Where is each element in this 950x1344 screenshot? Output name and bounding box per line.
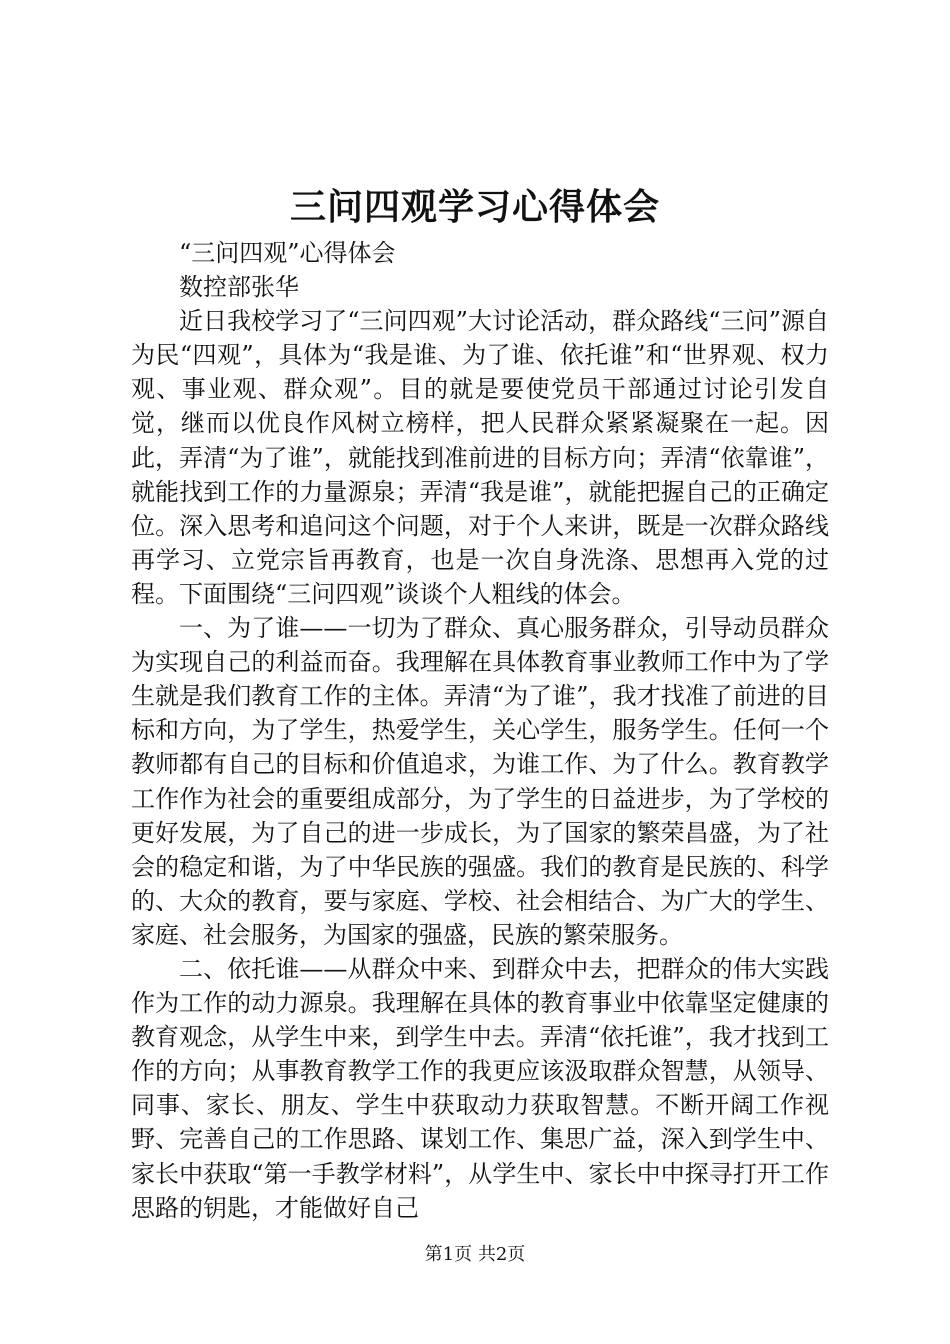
paragraph-section-1: 一、为了谁——一切为了群众、真心服务群众，引导动员群众为实现自己的利益而奋。我理解在具体教育事业教师工作中为了学生就是我们教育工作的主体。弄清“为了谁”，我才找准了前进的目标和方向，为了学生，热爱学生，关心学生，服务学生。任何一个教师都有自己的目标和价值追求，为谁工作、为了什么。教育教学工作作为社会的重要组成部分，为了学生的日益进步，为了学校的更好发展，为了自己的进一步成长，为了国家的繁荣昌盛，为了社会的稳定和谐，为了中华民族的强盛。我们的教育是民族的、科学的、大众的教育，要与家庭、学校、社会相结合、为广大的学生、家庭、社会服务，为国家的强盛，民族的繁荣服务。 [131, 614, 829, 949]
paragraph-author: 数控部张华 [179, 273, 299, 302]
paragraph-intro: 近日我校学习了“三问四观”大讨论活动，群众路线“三问”源自为民“四观”，具体为“我是谁、为了谁、依托谁”和“世界观、权力观、事业观、群众观”。目的就是要使党员干部通过讨论引发自觉，继而以优良作风树立榜样，把人民群众紧紧凝聚在一起。因此，弄清“为了谁”，就能找到准前进的目标方向；弄清“依靠谁”，就能找到工作的力量源泉；弄清“我是谁”，就能把握自己的正确定位。深入思考和追问这个问题，对于个人来讲，既是一次群众路线再学习、立党宗旨再教育，也是一次自身洗涤、思想再入党的过程。下面围绕“三问四观”谈谈个人粗线的体会。 [131, 307, 829, 608]
document-title: 三问四观学习心得体会 [289, 186, 660, 228]
paragraph-section-2: 二、依托谁——从群众中来、到群众中去，把群众的伟大实践作为工作的动力源泉。我理解在具体的教育事业中依靠坚定健康的教育观念，从学生中来，到学生中去。弄清“依托谁”，我才找到工作的方向；从事教育教学工作的我更应该汲取群众智慧，从领导、同事、家长、朋友、学生中获取动力获取智慧。不断开阔工作视野、完善自己的工作思路、谋划工作、集思广益，深入到学生中、家长中获取“第一手教学材料”，从学生中、家长中中探寻打开工作思路的钥匙，才能做好自己 [131, 954, 829, 1222]
paragraph-subtitle: “三问四观”心得体会 [179, 239, 396, 267]
page-footer: 第1页 共2页 [424, 1244, 526, 1265]
document-body [131, 236, 829, 1225]
